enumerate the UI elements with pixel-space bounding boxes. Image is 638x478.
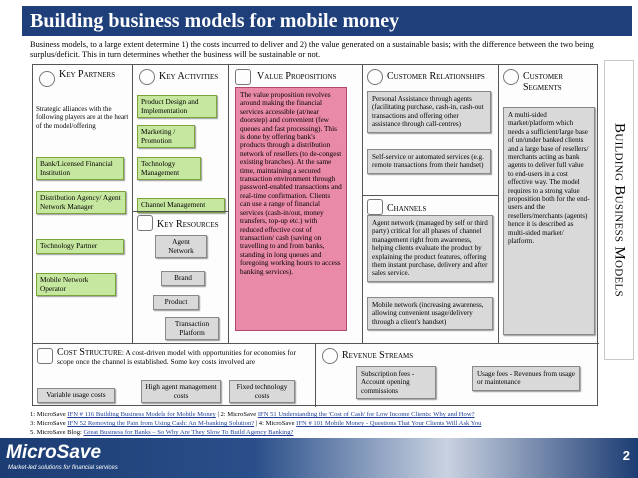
cost-structure-block (33, 344, 316, 407)
personal-assistance-box: Personal Assistance through agents (facilitating purchase, cash-in, cash-out transactions and offering other assistance through call-centres) (367, 91, 491, 133)
cost-structure-desc: : A cost-driven model with opportunities for economies for scope once the channel is established. Some key costs involved are (57, 348, 296, 366)
agent-network-box: Agent network (managed by self or third party) critical for all phases of channel management right from awareness, helping clients evaluate the product by explaining the product features, offering them instant purchase, delivery and after sales service. (367, 215, 493, 282)
money-bag-icon (322, 348, 338, 364)
customer-segments-header: Customer Segments (523, 71, 563, 93)
resource-platform: Transaction Platform (165, 317, 219, 340)
channels-divider (363, 195, 499, 196)
partner-technology: Technology Partner (36, 239, 124, 254)
partner-agent-network: Distribution Agency/ Agent Network Manager (36, 191, 126, 214)
key-activities-column (133, 65, 229, 343)
key-activities-header: Key Activities (159, 71, 219, 82)
activity-marketing: Marketing / Promotion (137, 125, 195, 148)
footer-bar (0, 438, 638, 478)
footer-tagline: Market-led solutions for financial services (8, 465, 118, 471)
people-icon (503, 69, 519, 85)
ref-1-link[interactable]: IFN # 116 Building Business Models for Mobile Money (67, 411, 216, 418)
channels-header: Channels (387, 203, 427, 214)
key-partners-header: Key Partners (59, 69, 116, 80)
self-service-box: Self-service or automated services (e.g. remote transactions from their handset) (367, 149, 491, 174)
cost-agent-management: High agent management costs (141, 380, 221, 403)
ref-5-label: 5. MicroSave Blog: (30, 429, 84, 436)
microsave-logo: MicroSave (6, 442, 102, 463)
resource-product: Product (153, 295, 199, 310)
value-propositions-header: Value Propositions (257, 71, 337, 82)
value-propositions-column (229, 65, 363, 343)
price-tag-icon (37, 348, 53, 364)
key-partners-desc: Strategic alliances with the following players are at the heart of the model/offering (36, 105, 129, 130)
ref-4-label: | 4: MicroSave (254, 420, 297, 427)
chain-link-icon (39, 71, 55, 87)
ref-5-link[interactable]: Great Business for Banks – So Why Are They Slow To Build Agency Banking? (83, 429, 294, 436)
ref-3-label: 3: MicroSave (30, 420, 68, 427)
key-resources-header: Key Resources (157, 219, 219, 230)
cost-fixed-technology: Fixed technology costs (229, 380, 295, 403)
truck-icon (367, 199, 383, 215)
partner-bank: Bank/Licensed Financial Institution (36, 157, 124, 180)
ref-3-link[interactable]: IFN 52 Removing the Pain from Using Cash: An M-banking Solution? (67, 420, 255, 427)
page-number: 2 (622, 448, 630, 463)
subscription-fees-box: Subscription fees - Account opening commissions (356, 366, 436, 399)
key-partners-column (33, 65, 133, 343)
side-title-box (604, 60, 634, 360)
activity-channel: Channel Management (137, 198, 225, 213)
factory-icon (137, 215, 153, 231)
heart-icon (367, 69, 383, 85)
customer-segments-column (499, 65, 599, 343)
ref-2-label: | 2: MicroSave (215, 411, 258, 418)
activity-technology: Technology Management (137, 157, 201, 180)
ref-4-link[interactable]: IFN # 101 Mobile Money - Questions That Your Clients Will Ask You (296, 420, 482, 427)
customer-relationships-header: Customer Relationships (387, 71, 485, 82)
cost-structure-text (57, 348, 307, 366)
activity-product-design: Product Design and Implementation (137, 95, 217, 118)
ref-line-3 (30, 428, 620, 437)
partner-mno: Mobile Network Operator (36, 273, 116, 296)
usage-fees-box: Usage fees - Revenues from usage or maintenance (472, 366, 580, 391)
intro-text: Business models, to a large extent determine 1) the costs incurred to deliver and 2) the value generated on a sustainable basis; with the difference between the two being surplus/deficit. This in turn determines whether the business will be sustainable or not. (30, 40, 594, 59)
references (30, 410, 620, 437)
business-model-canvas (32, 64, 598, 406)
ref-2-link[interactable]: IFN 51 Understanding the 'Cost of Cash' for Low Income Clients: Why and How? (257, 411, 475, 418)
revenue-streams-header: Revenue Streams (342, 350, 414, 361)
gear-icon (139, 69, 155, 85)
ref-line-2 (30, 419, 620, 428)
cost-structure-header: Cost Structure (57, 347, 122, 358)
ref-line-1 (30, 410, 620, 419)
gift-icon (235, 69, 251, 85)
resource-agent-network: Agent Network (155, 235, 207, 258)
revenue-streams-block (316, 344, 599, 407)
cost-variable-usage: Variable usage costs (37, 388, 115, 403)
slide-title: Building business models for mobile money (22, 6, 632, 36)
mobile-network-box: Mobile network (increasing awareness, allowing convenient usage/delivery through a client's handset) (367, 297, 493, 330)
key-resources-divider (133, 211, 229, 212)
resource-brand: Brand (161, 271, 205, 286)
side-title-text: Building Business Models (611, 123, 628, 297)
ref-1-label: 1: MicroSave (30, 411, 68, 418)
value-proposition-text: The value proposition revolves around making the financial services accessible (at/near doorstep) and convenient (few queues and fast processing). This is done by offering bank's products through a distribution network of resellers (to de-congest existing branches). At the same time, maintaining a secured transaction environment through password-enabled transactions and real-time confirmation. Clients can use a range of financial services (cash-in/out, money transfers, top-up etc.) with reduced effective cost of transaction/ cash (saving on travelling to and from banks, standing in long queues and foregoing working hours to access banking services). (235, 87, 347, 331)
customer-relationships-column (363, 65, 499, 343)
customer-segments-text: A multi-sided market/platform which needs a sufficient/large base of un/under banked clients and a large base of resellers/ merchants acting as bank agents to deliver full value to end-users in a cost effective way. The model requires to a strong value proposition both for the end-users and the resellers/merchants (agents) hence it is described as multi-sided market/ platform. (503, 107, 595, 335)
